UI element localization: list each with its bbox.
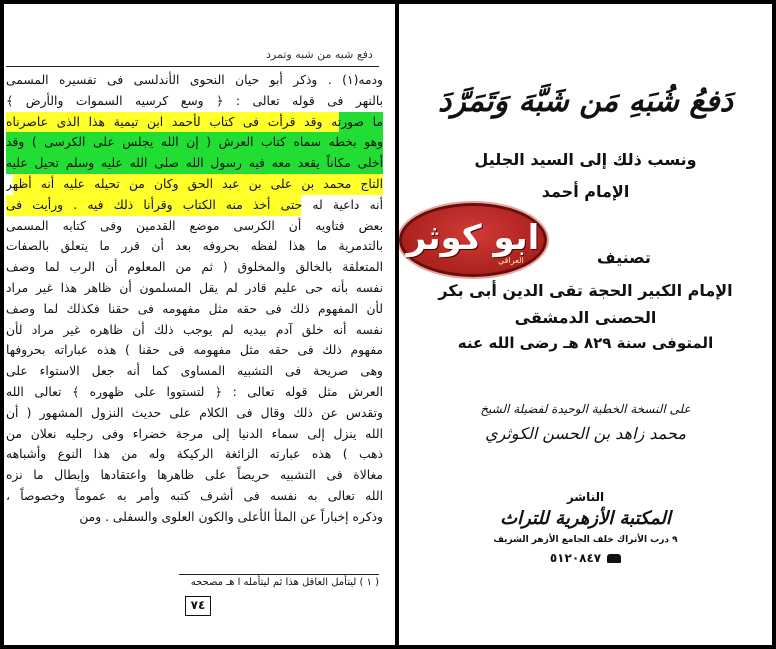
text-line: مغالاة فى التشبيه حريصاً على ظاهرها واعتقادها وإبطال ما نزه (6, 468, 383, 483)
body-text (6, 70, 383, 528)
author-line: الحصنى الدمشقى (514, 308, 657, 327)
text-line: نفسه أنه خلق آدم بيديه لم يوجب ذلك أن ظاهره غير مراد لأن (6, 322, 383, 337)
text-line: لأن المفهوم ذلك فى حقه مثل مفهومه فى حقنا فكذلك لما وصف (6, 301, 383, 316)
footnote-rule (179, 574, 379, 575)
publisher-phone (399, 551, 772, 565)
left-page (4, 4, 395, 645)
author-death-date: المتوفى سنة ٨٢٩ هـ رضى الله عنه (457, 334, 714, 352)
text-line-highlighted: التاج محمد بن على بن عبد الحق وكان من تحيله عليه أنه أظهر (6, 174, 383, 195)
text-line: وذكره إخباراً عن الملأ الأعلى والكون العلوى والسفلى . ومن (79, 509, 383, 524)
text-line: وتقدس عن ذلك وقال فى الكلام على حديث النزول المشهور ( أن (6, 405, 383, 420)
telephone-icon (607, 554, 621, 563)
text-line: مفهوم ذلك فى حقه مثل مفهومه فى حقنا ) هذه عباراته بحروفها (6, 343, 383, 358)
text-line: الله ينزل إلى سماء الدنيا إلى مرجة خضراء وفى رجليه نعلان من (6, 426, 383, 441)
text-line: ودمه(١) . وذكر أبو حيان النحوى الأندلسى فى تفسيره المسمى (6, 73, 383, 87)
text-line: بعض فتاويه أن الكرسى موضع القدمين وفى كتابه المسمى (6, 218, 383, 233)
stamp-subtext: العراقي (498, 256, 524, 265)
publisher-name: المكتبة الأزهرية للتراث (500, 508, 671, 529)
header-rule (6, 66, 379, 67)
watermark-stamp (399, 203, 547, 277)
text-line-highlighted: أخلى مكاناً يقعد معه فيه رسول الله صلى الله عليه وسلم تحيل عليه (6, 153, 383, 174)
phone-number: ٥١٢٠٨٤٧ (549, 551, 602, 565)
running-head: دفع شبه من شبه وتمرد (266, 48, 373, 61)
tasnif-label: تصنيف (597, 248, 651, 267)
author-line: الإمام الكبير الحجة تقى الدين أبى بكر (438, 281, 733, 300)
stamp-text: ابو كوثر (406, 218, 540, 258)
book-title: دَفعُ شُبَهِ مَن شَبَّهَ وَتَمَرَّدَ (438, 84, 733, 119)
publisher-address: ٩ درب الأتراك خلف الجامع الأزهر الشريف (493, 535, 678, 545)
text-line: بالتدمرية ما هذا لفظه بحروفه بعد أن قرر ما يتعلق بالصفات (6, 239, 383, 254)
subtitle-imam: الإمام أحمد (541, 182, 630, 201)
text-line: الله تعالى به نفسه فى أشرف كتبه وأمر به عموماً وخصوصاً ، (6, 488, 383, 503)
text-line: المتعلقة بالخالق والمخلوق ( ثم من المعلوم أن الرب لما وصف (6, 260, 383, 275)
edition-note: على النسخة الخطية الوحيدة لفضيلة الشيخ (480, 402, 691, 416)
page-number: ٧٤ (185, 596, 211, 616)
subtitle: ونسب ذلك إلى السيد الجليل (474, 150, 697, 169)
text-line: العرش مثل قوله تعالى : ﴿ لتستووا على ظهوره ﴾ تعالى الله (6, 384, 383, 399)
text-line: ذهب ) هذه عبارته الزائغة الركيكة وله من هذا النوع وأشباهه (6, 447, 383, 462)
text-line: وهى صريحة فى التشبيه المساوى كما أنه جعل الاستواء على (6, 364, 383, 379)
footnote: ( ١ ) ليتأمل العاقل هذا ثم ليتأمله ا هـ مصححه (190, 577, 379, 588)
text-line: نفسه بأنه حى عليم قادر لم يقل المسلمون أن ظاهر هذا غير مراد (6, 280, 383, 295)
editor-name: محمد زاهد بن الحسن الكوثري (485, 424, 686, 443)
text-line: بالنهر فى قوله تعالى : ﴿ وسع كرسيه السموات والأرض ﴾ (6, 93, 383, 108)
publisher-label: الناشر (566, 490, 605, 504)
text-line-highlighted: أنه داعية له حتى أخذ منه الكتاب وقرأنا ذلك فيه . ورأيت فى (6, 195, 383, 216)
right-page (399, 4, 772, 645)
text-line-highlighted: ما صورته وقد قرأت فى كتاب لأحمد ابن تيمية هذا الذى عاصرناه (6, 112, 383, 133)
text-line-highlighted: وهو بخطه سماه كتاب العرش ( إن الله يجلس على الكرسى ) وقد (6, 132, 383, 153)
